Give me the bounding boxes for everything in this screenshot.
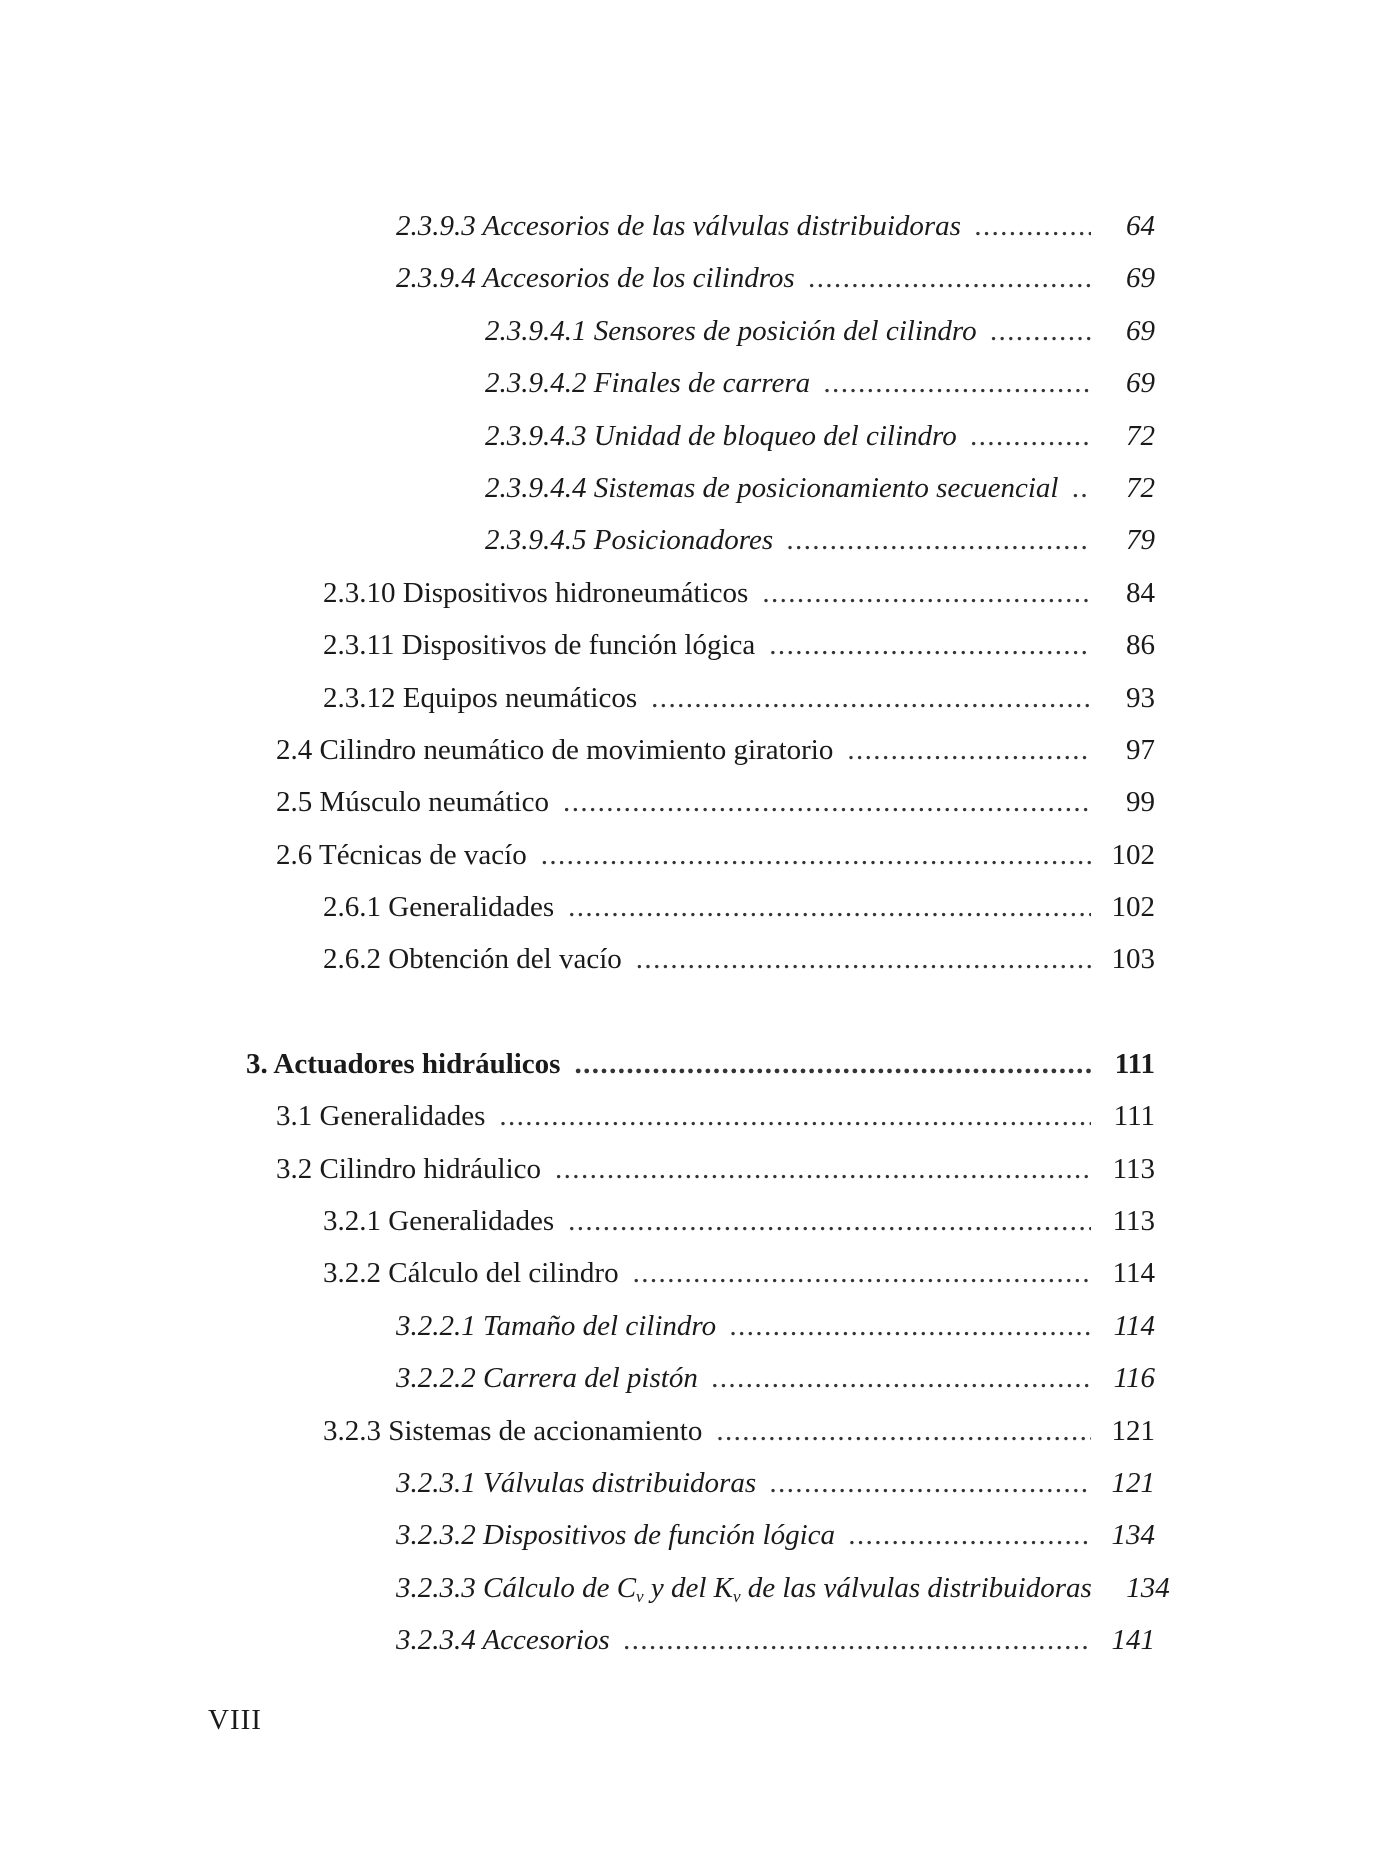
toc-entry-page-number: 72 xyxy=(1126,419,1155,452)
dot-leader xyxy=(849,1519,1091,1552)
table-of-contents xyxy=(0,210,1397,1677)
dot-leader xyxy=(809,262,1091,295)
toc-entry-title: 2.3.9.3 Accesorios de las válvulas distribuidoras xyxy=(396,210,961,242)
toc-entry-page-number: 134 xyxy=(1111,1519,1155,1552)
toc-entry-page-number: 134 xyxy=(1126,1571,1170,1604)
toc-entry[interactable] xyxy=(0,262,1397,314)
title-fragment: de las válvulas distribuidoras xyxy=(740,1571,1092,1604)
toc-entry-page-number: 102 xyxy=(1111,838,1155,871)
toc-entry[interactable] xyxy=(0,682,1397,734)
toc-entry[interactable] xyxy=(0,315,1397,367)
toc-entry-page-number: 113 xyxy=(1112,1152,1155,1185)
toc-entry-page-number: 114 xyxy=(1112,1257,1155,1290)
toc-entry-page-number: 93 xyxy=(1126,681,1155,714)
dot-leader xyxy=(568,891,1091,924)
toc-section-chapter-2 xyxy=(0,210,1397,996)
dot-leader xyxy=(541,839,1091,872)
toc-entry-title: 2.3.9.4.2 Finales de carrera xyxy=(485,367,811,400)
toc-entry[interactable] xyxy=(0,577,1397,629)
dot-leader xyxy=(762,577,1091,610)
toc-entry[interactable] xyxy=(0,1362,1397,1414)
toc-entry[interactable] xyxy=(0,1205,1397,1257)
toc-entry[interactable] xyxy=(0,629,1397,681)
page-folio: VIII xyxy=(208,1704,262,1736)
toc-entry-title: 2.3.9.4.1 Sensores de posición del cilindro xyxy=(485,314,977,347)
toc-entry-page-number: 69 xyxy=(1126,314,1155,347)
toc-entry[interactable] xyxy=(0,210,1397,262)
toc-entry-title: 3.2.1 Generalidades xyxy=(323,1205,555,1238)
toc-entry-title: 2.5 Músculo neumático xyxy=(276,786,550,819)
toc-entry-page-number: 111 xyxy=(1113,1100,1155,1133)
dot-leader xyxy=(769,629,1091,662)
dot-leader xyxy=(555,1153,1091,1186)
toc-entry[interactable] xyxy=(0,1467,1397,1519)
toc-entry[interactable] xyxy=(0,1153,1397,1205)
dot-leader xyxy=(991,315,1091,348)
toc-entry[interactable] xyxy=(0,472,1397,524)
toc-entry[interactable] xyxy=(0,891,1397,943)
toc-entry-page-number: 84 xyxy=(1126,576,1155,609)
toc-entry-page-number: 121 xyxy=(1111,1414,1155,1447)
dot-leader xyxy=(824,367,1091,400)
dot-leader xyxy=(633,1257,1091,1290)
toc-entry-page-number: 116 xyxy=(1113,1362,1155,1395)
dot-leader xyxy=(712,1362,1091,1395)
title-fragment: y del K xyxy=(643,1571,733,1604)
dot-leader xyxy=(499,1100,1091,1133)
toc-entry-title: 2.3.9.4.4 Sistemas de posicionamiento secuencial xyxy=(485,471,1059,504)
toc-entry-page-number: 72 xyxy=(1126,471,1155,504)
dot-leader xyxy=(574,1048,1091,1081)
toc-entry[interactable] xyxy=(0,1415,1397,1467)
toc-entry-title: 2.6.2 Obtención del vacío xyxy=(323,943,622,976)
toc-entry[interactable] xyxy=(0,1519,1397,1571)
toc-entry-title: 3.1 Generalidades xyxy=(276,1100,486,1133)
title-fragment: 3.2.3.3 Cálculo de C xyxy=(396,1571,637,1604)
dot-leader xyxy=(787,524,1091,557)
toc-entry-page-number: 113 xyxy=(1112,1205,1155,1238)
toc-entry-title: 2.6 Técnicas de vacío xyxy=(276,838,527,871)
toc-entry-title: 3.2.3 Sistemas de accionamiento xyxy=(323,1414,703,1447)
toc-entry-page-number: 69 xyxy=(1126,367,1155,400)
dot-leader xyxy=(568,1205,1091,1238)
toc-entry-title xyxy=(396,1572,1092,1607)
toc-entry[interactable] xyxy=(0,420,1397,472)
toc-entry[interactable] xyxy=(0,839,1397,891)
toc-entry-title: 3.2 Cilindro hidráulico xyxy=(276,1152,541,1185)
toc-entry-title: 2.4 Cilindro neumático de movimiento giratorio xyxy=(276,733,834,766)
toc-entry-title: 2.3.9.4.3 Unidad de bloqueo del cilindro xyxy=(485,419,957,452)
dot-leader xyxy=(847,734,1091,767)
toc-entry[interactable] xyxy=(0,1100,1397,1152)
toc-entry-page-number: 99 xyxy=(1126,786,1155,819)
dot-leader xyxy=(975,210,1091,243)
toc-entry-page-number: 97 xyxy=(1126,733,1155,766)
dot-leader xyxy=(563,786,1091,819)
toc-entry-page-number: 64 xyxy=(1126,210,1155,242)
toc-entry-title: 3.2.2.1 Tamaño del cilindro xyxy=(396,1309,717,1342)
toc-entry-page-number: 141 xyxy=(1111,1624,1155,1657)
toc-entry[interactable] xyxy=(0,1257,1397,1309)
toc-entry-page-number: 86 xyxy=(1126,629,1155,662)
toc-entry-page-number: 111 xyxy=(1114,1047,1155,1080)
toc-entry-title: 2.3.11 Dispositivos de función lógica xyxy=(323,629,756,662)
toc-entry-page-number: 79 xyxy=(1126,524,1155,557)
toc-entry[interactable] xyxy=(0,786,1397,838)
toc-entry-title: 2.3.10 Dispositivos hidroneumáticos xyxy=(323,576,749,609)
toc-entry-title: 3. Actuadores hidráulicos xyxy=(246,1047,561,1080)
subscript: v xyxy=(733,1586,741,1606)
toc-entry-page-number: 114 xyxy=(1113,1309,1155,1342)
toc-entry-title: 3.2.3.4 Accesorios xyxy=(396,1624,610,1657)
dot-leader xyxy=(636,943,1091,976)
toc-entry[interactable] xyxy=(0,1310,1397,1362)
toc-entry-title: 2.3.9.4.5 Posicionadores xyxy=(485,524,774,557)
toc-entry[interactable] xyxy=(0,367,1397,419)
toc-entry-title: 3.2.3.1 Válvulas distribuidoras xyxy=(396,1466,757,1499)
toc-entry[interactable] xyxy=(0,1572,1397,1624)
dot-leader xyxy=(716,1415,1091,1448)
toc-section-chapter-3 xyxy=(0,1048,1397,1677)
toc-entry[interactable] xyxy=(0,524,1397,576)
subscript: v xyxy=(636,1586,644,1606)
toc-entry-title: 3.2.3.2 Dispositivos de función lógica xyxy=(396,1519,835,1552)
toc-entry[interactable] xyxy=(0,1048,1397,1100)
toc-entry-page-number: 69 xyxy=(1126,262,1155,295)
toc-entry-page-number: 102 xyxy=(1111,891,1155,924)
section-gap xyxy=(0,996,1397,1048)
toc-entry[interactable] xyxy=(0,1624,1397,1676)
dot-leader xyxy=(651,682,1091,715)
toc-entry-page-number: 103 xyxy=(1111,943,1155,976)
toc-entry-title: 2.6.1 Generalidades xyxy=(323,891,555,924)
dot-leader xyxy=(624,1624,1091,1657)
toc-entry[interactable] xyxy=(0,734,1397,786)
toc-entry[interactable] xyxy=(0,943,1397,995)
toc-entry-title: 2.3.9.4 Accesorios de los cilindros xyxy=(396,262,795,295)
toc-entry-title: 3.2.2.2 Carrera del pistón xyxy=(396,1362,698,1395)
toc-entry-page-number: 121 xyxy=(1111,1466,1155,1499)
dot-leader xyxy=(971,420,1091,453)
dot-leader xyxy=(1072,472,1091,505)
dot-leader xyxy=(730,1310,1091,1343)
toc-entry-title: 3.2.2 Cálculo del cilindro xyxy=(323,1257,619,1290)
dot-leader xyxy=(770,1467,1091,1500)
toc-entry-title: 2.3.12 Equipos neumáticos xyxy=(323,681,638,714)
